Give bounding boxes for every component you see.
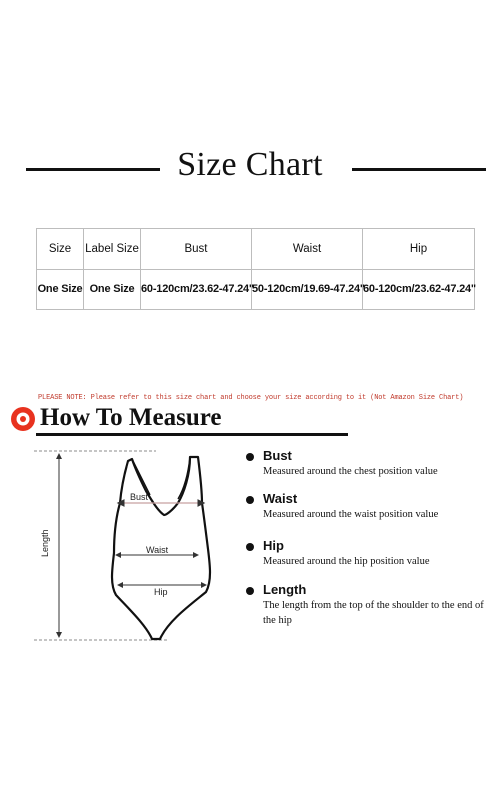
how-to-measure-title: How To Measure: [40, 404, 222, 431]
waist-label: Waist: [146, 545, 169, 555]
hip-label: Hip: [154, 587, 168, 597]
table-header-row: [37, 229, 475, 270]
measure-title: Hip: [263, 538, 284, 553]
length-label: Length: [40, 529, 50, 557]
table-header-cell: Hip: [363, 229, 475, 270]
title-rule-right: [352, 168, 486, 171]
table-row: [37, 269, 475, 310]
measure-title: Length: [263, 582, 307, 597]
bullet-icon: [246, 587, 254, 595]
strap-left: [132, 459, 150, 495]
target-icon: [10, 406, 36, 432]
table-header-cell: Size: [37, 229, 84, 270]
measure-desc: Measured around the waist position value: [263, 509, 439, 520]
how-to-measure-underline: [36, 433, 348, 436]
table-header-cell: Waist: [252, 229, 363, 270]
table-cell: 50-120cm/19.69-47.24": [252, 269, 363, 310]
table-cell: 60-120cm/23.62-47.24": [363, 269, 475, 310]
size-note: PLEASE NOTE: Please refer to this size chart and choose your size according to it (Not Amazon Size Chart): [38, 394, 464, 402]
measure-title: Waist: [263, 491, 298, 506]
size-table: [36, 228, 475, 310]
page-title: Size Chart: [177, 146, 323, 183]
measure-desc: Measured around the chest position value: [263, 466, 438, 477]
bodysuit-diagram: [28, 445, 248, 650]
table-cell: One Size: [84, 269, 141, 310]
measure-desc: The length from the top of the shoulder to the end of the hip: [263, 600, 484, 626]
bullet-icon: [246, 543, 254, 551]
measure-title: Bust: [263, 448, 292, 463]
measure-desc: Measured around the hip position value: [263, 556, 430, 567]
table-cell: One Size: [37, 269, 84, 310]
bullet-icon: [246, 453, 254, 461]
bust-label: Bust: [130, 492, 149, 502]
bullet-icon: [246, 496, 254, 504]
table-header-cell: Bust: [141, 229, 252, 270]
table-header-cell: Label Size: [84, 229, 141, 270]
table-cell: 60-120cm/23.62-47.24": [141, 269, 252, 310]
